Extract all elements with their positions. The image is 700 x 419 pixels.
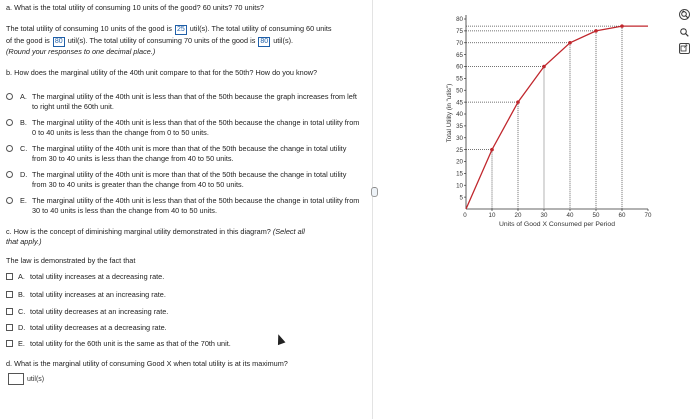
y-tick-label: 70 bbox=[456, 39, 463, 47]
y-tick-label: 80 bbox=[456, 16, 463, 24]
y-tick-label: 40 bbox=[456, 111, 463, 119]
option-text: total utility decreases at a decreasing rate. bbox=[30, 323, 167, 332]
y-tick-label: 75 bbox=[456, 28, 463, 36]
option-text: total utility for the 60th unit is the same as that of the 70th unit. bbox=[30, 339, 231, 348]
data-point bbox=[594, 29, 598, 33]
x-tick-label: 40 bbox=[566, 212, 574, 219]
checkbox[interactable] bbox=[6, 308, 13, 315]
part-b-option-c[interactable] bbox=[6, 144, 366, 166]
part-a-line1-post: util(s). The total utility of consuming 60 units bbox=[189, 24, 332, 33]
y-tick-label: 10 bbox=[456, 182, 463, 190]
option-text: total utility increases at an increasing rate. bbox=[30, 290, 166, 299]
x-tick-label: 30 bbox=[540, 212, 548, 219]
checkbox[interactable] bbox=[6, 291, 13, 298]
data-point bbox=[490, 148, 494, 152]
part-a-line1 bbox=[6, 24, 368, 35]
radio-button[interactable] bbox=[6, 119, 13, 126]
origin-label: 0 bbox=[463, 212, 467, 219]
total-utility-chart bbox=[376, 0, 700, 240]
part-c-select-all: (Select all bbox=[272, 227, 305, 236]
y-tick-label: 15 bbox=[456, 170, 463, 178]
option-label: D. bbox=[20, 170, 28, 179]
radio-button[interactable] bbox=[6, 197, 13, 204]
total-utility-line bbox=[466, 26, 648, 209]
data-point bbox=[568, 41, 572, 45]
part-a-line2-pre: of the good is bbox=[6, 36, 50, 45]
option-label: E. bbox=[18, 339, 25, 348]
option-label: B. bbox=[18, 290, 25, 299]
y-tick-label: 35 bbox=[456, 123, 463, 131]
y-tick-label: 30 bbox=[456, 134, 463, 142]
chart-ticks bbox=[456, 16, 652, 219]
chart-gridlines bbox=[466, 26, 622, 209]
chart-y-axis-label: Total Utility (in "utils") bbox=[446, 83, 453, 143]
part-b-option-d[interactable] bbox=[6, 170, 366, 192]
part-b-question: b. How does the marginal utility of the 40th unit compare to that for the 50th? How do you know? bbox=[6, 68, 318, 77]
part-c-option-c[interactable] bbox=[6, 307, 366, 317]
part-c-question-line1: c. How is the concept of diminishing marginal utility demonstrated in this diagram? bbox=[6, 227, 271, 236]
option-text: The marginal utility of the 40th unit is less than that of the 50th because the change in total utility from 0 to 40 units is less than the change from 0 to 50 units. bbox=[32, 118, 360, 137]
answer-input-max-utility[interactable] bbox=[8, 373, 24, 385]
radio-button[interactable] bbox=[6, 93, 13, 100]
x-tick-label: 10 bbox=[488, 212, 496, 219]
part-a-question: a. What is the total utility of consuming 10 units of the good? 60 units? 70 units? bbox=[6, 3, 264, 12]
part-c-option-e[interactable] bbox=[6, 339, 366, 349]
part-a-line2 bbox=[6, 36, 368, 47]
external-glyph: ↗ bbox=[683, 44, 689, 50]
y-tick-label: 65 bbox=[456, 51, 463, 59]
radio-button[interactable] bbox=[6, 171, 13, 178]
option-text: total utility increases at a decreasing rate. bbox=[30, 272, 165, 281]
part-a-line1-pre: The total utility of consuming 10 units of the good is bbox=[6, 24, 172, 33]
data-point bbox=[620, 24, 624, 28]
x-tick-label: 20 bbox=[514, 212, 522, 219]
data-point bbox=[542, 65, 546, 69]
zoom-in-glyph: + bbox=[682, 9, 685, 15]
option-label: D. bbox=[18, 323, 26, 332]
chart-axes bbox=[466, 15, 648, 209]
checkbox[interactable] bbox=[6, 273, 13, 280]
answer-70-units[interactable]: 80 bbox=[260, 38, 269, 45]
chart-x-axis-label: Units of Good X Consumed per Period bbox=[499, 221, 615, 228]
option-label: A. bbox=[18, 272, 25, 281]
zoom-out-glyph: − bbox=[682, 27, 685, 33]
part-c-intro: The law is demonstrated by the fact that bbox=[6, 256, 136, 265]
option-label: C. bbox=[20, 144, 28, 153]
part-b-option-a[interactable] bbox=[6, 92, 366, 114]
answer-unit: util(s) bbox=[27, 376, 45, 383]
option-text: The marginal utility of the 40th unit is more than that of the 50th because the change in total utility from 30 to 40 units is less than the change from 40 to 50 units. bbox=[32, 144, 347, 163]
y-tick-label: 25 bbox=[456, 146, 463, 154]
part-a-line2-mid: util(s). The total utility of consuming 70 units of the good is bbox=[67, 36, 256, 45]
part-b-option-e[interactable] bbox=[6, 196, 366, 218]
y-tick-label: 50 bbox=[456, 87, 463, 95]
part-c-option-d[interactable] bbox=[6, 323, 366, 333]
zoom-in-button[interactable] bbox=[679, 9, 690, 20]
checkbox[interactable] bbox=[6, 340, 13, 347]
option-text: The marginal utility of the 40th unit is less than that of the 50th because the change in total utility from 30 to 40 units is less than the change from 40 to 50 units. bbox=[32, 196, 360, 215]
y-tick-label: 45 bbox=[456, 99, 463, 107]
resize-handle-dots: ... bbox=[372, 184, 377, 190]
x-tick-label: 70 bbox=[644, 212, 652, 219]
option-text: total utility decreases at an increasing rate. bbox=[30, 307, 169, 316]
part-b-option-b[interactable] bbox=[6, 118, 366, 140]
chart-series bbox=[466, 24, 648, 209]
part-c-question bbox=[6, 227, 368, 237]
x-tick-label: 60 bbox=[618, 212, 626, 219]
part-a-note: (Round your responses to one decimal place.) bbox=[6, 47, 156, 56]
part-d-question: d. What is the marginal utility of consuming Good X when total utility is at its maximum? bbox=[6, 359, 288, 368]
y-tick-label: 55 bbox=[456, 75, 463, 83]
option-label: A. bbox=[20, 92, 27, 101]
panel-divider bbox=[372, 0, 373, 419]
x-tick-label: 50 bbox=[592, 212, 600, 219]
zoom-out-button[interactable] bbox=[679, 27, 690, 38]
option-label: E. bbox=[20, 196, 27, 205]
answer-60-units[interactable]: 80 bbox=[54, 38, 63, 45]
part-c-option-b[interactable] bbox=[6, 290, 366, 300]
y-tick-label: 60 bbox=[456, 63, 463, 71]
option-text: The marginal utility of the 40th unit is more than that of the 50th because the change in total utility from 30 to 40 units is greater than the change from 40 to 50 units. bbox=[32, 170, 347, 189]
checkbox[interactable] bbox=[6, 324, 13, 331]
option-label: C. bbox=[18, 307, 26, 316]
option-label: B. bbox=[20, 118, 27, 127]
radio-button[interactable] bbox=[6, 145, 13, 152]
part-a-line2-post: util(s). bbox=[273, 36, 294, 45]
y-tick-label: 5 bbox=[459, 194, 463, 202]
part-c-question-line2: that apply.) bbox=[6, 237, 42, 246]
part-c-option-a[interactable] bbox=[6, 272, 366, 282]
y-tick-label: 20 bbox=[456, 158, 463, 166]
answer-10-units[interactable]: 25 bbox=[176, 26, 185, 33]
open-external-button[interactable] bbox=[679, 43, 690, 54]
option-text: The marginal utility of the 40th unit is less than that of the 50th because the graph increases from left to right until the 60th unit. bbox=[32, 92, 357, 111]
data-point bbox=[516, 100, 520, 104]
